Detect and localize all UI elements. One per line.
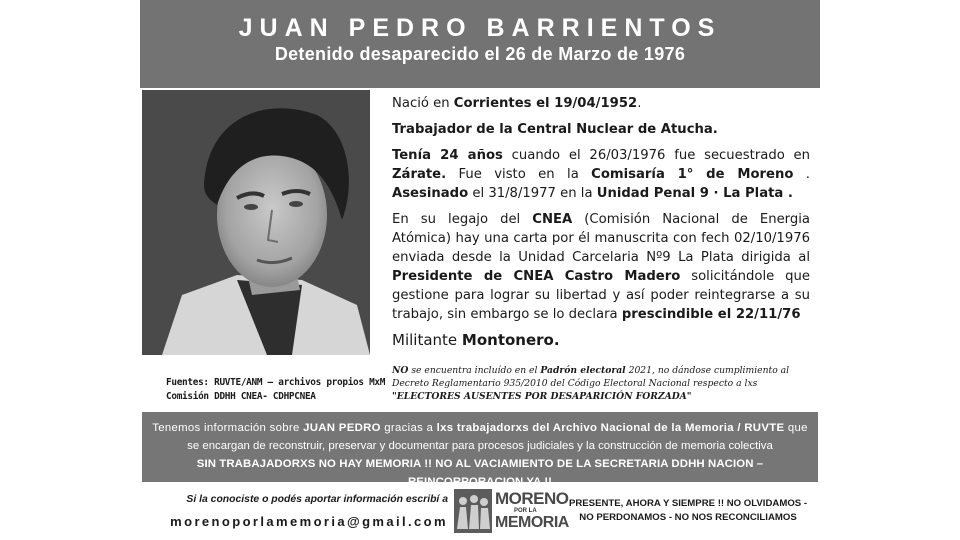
text: (Comisión Nacional de Energia Atómica) hay una carta por él manuscrita con fech 02/10/1976 enviada desde la Unidad Carcelaria Nº9 La Plata dirigida al: [392, 212, 810, 265]
banner-line: [142, 419, 818, 437]
organization: Montonero.: [461, 331, 560, 349]
text: se encuentra incluído en el: [408, 365, 541, 376]
disappearance-subtitle: Detenido desaparecido el 26 de Marzo de 1976: [274, 44, 686, 64]
portrait-illustration: [142, 90, 370, 355]
portrait-photo: [142, 90, 370, 355]
contact-email[interactable]: morenoporlamemoria@gmail.com: [170, 514, 448, 529]
electoral-roll-note: [392, 364, 812, 403]
cnea-paragraph: [392, 210, 810, 324]
logo-word: MORENO: [495, 489, 569, 508]
header: [140, 0, 820, 88]
sources: [166, 376, 386, 404]
text: JUAN PEDRO: [303, 422, 381, 434]
birth-paragraph: [392, 94, 810, 113]
text: Tenemos información sobre: [152, 422, 304, 434]
text: 2021, no dándose cumplimiento al Decreto Reglamentario 935/2010 del Código Electoral Nacional respecto a lxs: [392, 365, 790, 389]
cnea: CNEA: [532, 212, 573, 227]
sources-line: Comisión DDHH CNEA- CDHPCNEA: [166, 391, 316, 402]
sources-line: Fuentes: RUVTE/ANM – archivos propios MxM: [166, 377, 386, 388]
logo-word: POR LA: [514, 508, 537, 514]
slogan: [560, 497, 816, 525]
militancy: [392, 331, 810, 350]
moreno-por-la-memoria-logo: [454, 489, 569, 533]
abduction-paragraph: [392, 146, 810, 203]
person-name: JUAN PEDRO BARRIENTOS: [238, 14, 722, 42]
people-icon: [454, 489, 492, 533]
logo-word: MEMORIA: [495, 514, 569, 531]
info-banner: [142, 412, 818, 488]
text: Padrón electoral: [540, 365, 626, 376]
biography: [392, 94, 810, 357]
dismissal-date: prescindible el 22/11/76: [621, 307, 801, 322]
slogan-line: NO PERDONAMOS - NO NOS RECONCILIAMOS: [579, 512, 797, 523]
text: Militante: [392, 331, 462, 349]
police-station: Comisaría 1° de Moreno: [591, 167, 794, 182]
text: el 31/8/1977 en la: [468, 186, 597, 201]
cnea-president: Presidente de CNEA Castro Madero: [392, 269, 681, 284]
work-paragraph: [392, 120, 810, 139]
text: "ELECTORES AUSENTES POR DESAPARICIÓN FORZADA": [392, 391, 692, 402]
memorial-poster: [140, 0, 820, 540]
text: solicitándole que gestione para lograr su libertad y así poder reintegrarse a su trabajo, sin embargo se lo declara: [392, 269, 810, 322]
text: .: [637, 96, 642, 111]
text: que: [784, 422, 808, 434]
text: gracias a: [380, 422, 437, 434]
workplace: Trabajador de la Central Nuclear de Atucha.: [392, 122, 718, 137]
birth-place-date: Corrientes el 19/04/1952: [453, 96, 638, 111]
murdered-label: Asesinado: [392, 186, 469, 201]
text: cuando el 26/03/1976 fue secuestrado en: [502, 148, 810, 163]
banner-slogan: SIN TRABAJADORXS NO HAY MEMORIA !! NO AL VACIAMIENTO DE LA SECRETARIA DDHH NACION – REINCORPORACION YA !!: [196, 458, 764, 488]
text: En su legajo del: [392, 212, 533, 227]
age: Tenía 24 años: [392, 148, 503, 163]
text: lxs trabajadorxs del Archivo Nacional de la Memoria / RUVTE: [436, 422, 785, 434]
text: .: [793, 167, 810, 182]
contact-block: [140, 493, 448, 529]
slogan-line: PRESENTE, AHORA Y SIEMPRE !! NO OLVIDAMOS -: [568, 498, 808, 509]
prison-unit: Unidad Penal 9 · La Plata .: [596, 186, 793, 201]
text: NO: [392, 365, 409, 376]
contact-prompt: Si la conociste o podés aportar información escribí a: [186, 494, 448, 505]
text: Fue visto en la: [446, 167, 592, 182]
text: Nació en: [392, 96, 454, 111]
banner-line: se encargan de reconstruir, preservar y documentar para procesos judiciales y la construcción de memoria colectiva: [187, 440, 773, 452]
abduction-place: Zárate.: [392, 167, 447, 182]
